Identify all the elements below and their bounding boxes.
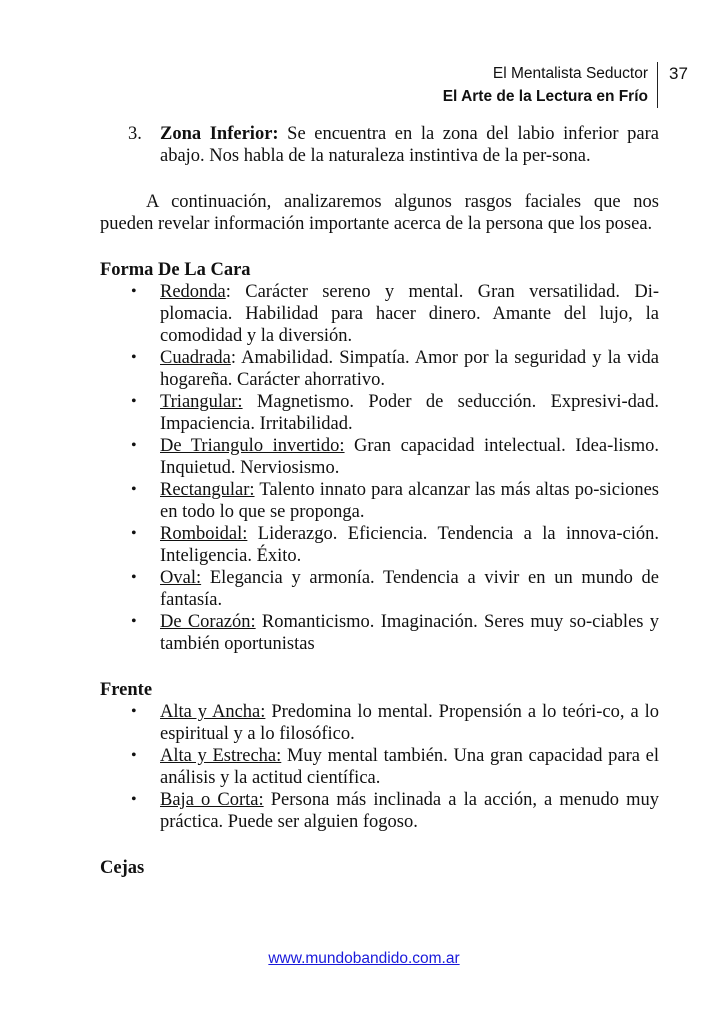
numbered-item-3 bbox=[100, 123, 659, 167]
term: Oval: bbox=[160, 568, 202, 588]
bullet-icon: • bbox=[131, 569, 137, 586]
description: Magnetismo. Poder de seducción. Expresivi-dad. Impaciencia. Irritabilidad. bbox=[160, 392, 659, 434]
bullet-icon: • bbox=[131, 283, 137, 300]
description: Gran capacidad intelectual. Idea-lismo. Inquietud. Nerviosismo. bbox=[160, 436, 659, 478]
list-item bbox=[100, 281, 659, 347]
bullet-list bbox=[100, 281, 659, 655]
list-item bbox=[100, 435, 659, 479]
description: Predomina lo mental. Propensión a lo teóri-co, a lo espiritual y a lo filosófico. bbox=[160, 702, 659, 744]
page-footer bbox=[0, 948, 728, 969]
description: Talento innato para alcanzar las más altas po-siciones en todo lo que se proponga. bbox=[160, 480, 659, 522]
term: Triangular: bbox=[160, 392, 243, 412]
bullet-icon: • bbox=[131, 791, 137, 808]
bullet-icon: • bbox=[131, 349, 137, 366]
bullet-icon: • bbox=[131, 747, 137, 764]
list-item bbox=[100, 347, 659, 391]
section-forma-cara bbox=[100, 259, 659, 655]
list-item bbox=[100, 745, 659, 789]
term: Baja o Corta: bbox=[160, 790, 264, 810]
term: Rectangular: bbox=[160, 480, 255, 500]
description: Liderazgo. Eficiencia. Tendencia a la innova-ción. Inteligencia. Éxito. bbox=[160, 524, 659, 566]
header-subtitle: El Arte de la Lectura en Frío bbox=[442, 88, 648, 105]
list-item bbox=[100, 789, 659, 833]
list-item bbox=[100, 701, 659, 745]
term: Cuadrada bbox=[160, 348, 231, 368]
term: Redonda bbox=[160, 282, 226, 302]
description: : Amabilidad. Simpatía. Amor por la seguridad y la vida hogareña. Carácter ahorrativo. bbox=[160, 348, 659, 390]
description: Muy mental también. Una gran capacidad para el análisis y la actitud científica. bbox=[160, 746, 659, 788]
description: : Carácter sereno y mental. Gran versatilidad. Di-plomacia. Habilidad para hacer dinero. Amante del lujo, la comodidad y la diversión. bbox=[160, 282, 659, 346]
list-item bbox=[100, 523, 659, 567]
description: Persona más inclinada a la acción, a menudo muy práctica. Puede ser alguien fogoso. bbox=[160, 790, 659, 832]
section-frente bbox=[100, 679, 659, 833]
section-cejas bbox=[100, 857, 659, 879]
bullet-list bbox=[100, 701, 659, 833]
description: Romanticismo. Imaginación. Seres muy so-ciables y también oportunistas bbox=[160, 612, 659, 654]
term: De Triangulo invertido: bbox=[160, 436, 345, 456]
term: Alta y Ancha: bbox=[160, 702, 266, 722]
section-title: Cejas bbox=[100, 858, 145, 878]
item-number: 3. bbox=[128, 124, 142, 144]
list-item bbox=[100, 391, 659, 435]
term: De Corazón: bbox=[160, 612, 256, 632]
term: Romboidal: bbox=[160, 524, 248, 544]
item-title: Zona Inferior: bbox=[160, 124, 279, 144]
bullet-icon: • bbox=[131, 703, 137, 720]
bullet-icon: • bbox=[131, 525, 137, 542]
bullet-icon: • bbox=[131, 613, 137, 630]
bullet-icon: • bbox=[131, 437, 137, 454]
page-number: 37 bbox=[669, 64, 688, 83]
running-header bbox=[443, 62, 658, 108]
header-book-title: El Mentalista Seductor bbox=[492, 65, 648, 82]
intro-paragraph: A continuación, analizaremos algunos rasgos faciales que nos pueden revelar información importante acerca de la persona que los posea. bbox=[100, 192, 659, 234]
website-link[interactable]: www.mundobandido.com.ar bbox=[268, 950, 460, 967]
list-item bbox=[100, 567, 659, 611]
section-title: Frente bbox=[100, 680, 153, 700]
item-text: Se encuentra en la zona del labio inferior para abajo. Nos habla de la naturaleza instintiva de la per-sona. bbox=[160, 124, 659, 166]
section-title: Forma De La Cara bbox=[100, 260, 251, 280]
term: Alta y Estrecha: bbox=[160, 746, 282, 766]
list-item bbox=[100, 479, 659, 523]
page-content bbox=[100, 123, 659, 879]
description: Elegancia y armonía. Tendencia a vivir en un mundo de fantasía. bbox=[160, 568, 659, 610]
list-item bbox=[100, 611, 659, 655]
bullet-icon: • bbox=[131, 393, 137, 410]
bullet-icon: • bbox=[131, 481, 137, 498]
